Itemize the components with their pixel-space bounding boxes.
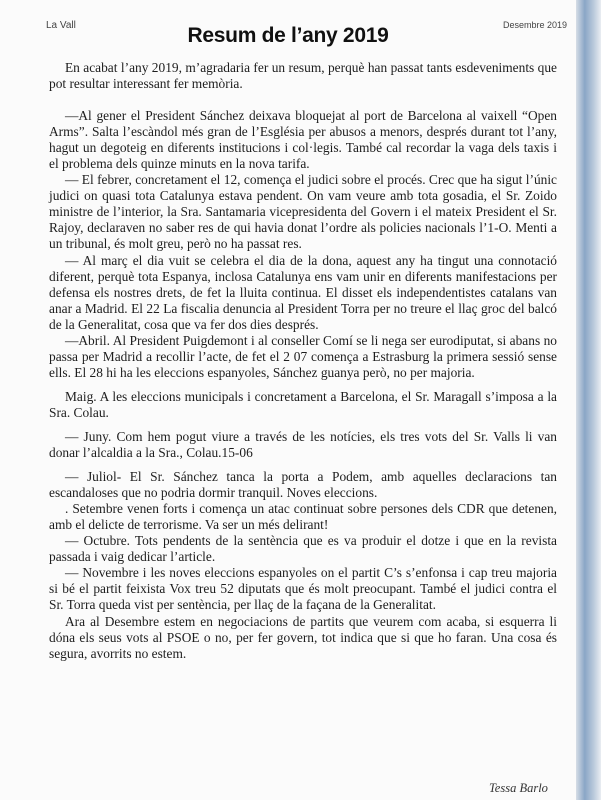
paragraph-july: — Juliol- El Sr. Sánchez tanca la porta a Podem, amb aquelles declaracions tan escandaloses que no podria dormir tranquil. Noves eleccions. — [49, 469, 557, 501]
paragraph-january: —Al gener el President Sánchez deixava bloquejat al port de Barcelona al vaixell “Open Arms”. Salta l’escàndol més gran de l’Església per abusos a menors, després durant tot l’any, hagut un degoteig en diferents institucions i col·legis. També cal recordar la vaga dels taxis i el problema dels quinze minuts en la nova tarifa. — [49, 108, 557, 172]
paragraph-december: Ara al Desembre estem en negociacions de partits que veurem com acaba, si esquerra li dóna els seus vots al PSOE o no, per fer govern, tot indica que si que ho faran. Una cosa és segura, avorrits no estem. — [49, 613, 557, 661]
article-body — [49, 60, 557, 662]
paragraph-october: — Octubre. Tots pendents de la sentència que es va produir el dotze i que en la revista passada i vaig dedicar l’article. — [49, 533, 557, 565]
paragraph-february: — El febrer, concretament el 12, comença el judici sobre el procés. Crec que ha sigut l’únic judici on quasi tota Catalunya estava pendent. On vam veure amb tota gosadia, el Sr. Zoido ministre de l’interior, la Sra. Santamaria vicepresidenta del Govern i el mateix President el Sr. Rajoy, declaraven no saber res de qui havia donat l’ordre als policies nacionals l’1-O. Menti a un tribunal, és molt greu, però no ha passat res. — [49, 172, 557, 252]
paragraph-april: —Abril. Al President Puigdemont i al conseller Comí se li nega ser eurodiputat, si abans no passa per Madrid a recollir l’acte, de fet el 2 07 comença a Estrasburg la primera sessió sense ells. El 28 hi ha les eleccions espanyoles, Sánchez guanya però, no per majoria. — [49, 332, 557, 380]
paragraph-september: . Setembre venen forts i comença un atac continuat sobre persones dels CDR que detenen, amb el delicte de terrorisme. Va ser un més delirant! — [49, 501, 557, 533]
running-header-left: La Vall — [46, 20, 76, 31]
paragraph-may: Maig. A les eleccions municipals i concretament a Barcelona, el Sr. Maragall s’imposa a la Sra. Colau. — [49, 388, 557, 420]
paragraph-june: — Juny. Com hem pogut viure a través de les notícies, els tres vots del Sr. Valls li van donar l’alcaldia a la Sra., Colau.15-06 — [49, 428, 557, 461]
author-signature: Tessa Barlo — [489, 781, 548, 795]
paragraph-november: — Novembre i les noves eleccions espanyoles on el partit C’s s’enfonsa i cap treu majoria si bé el partit feixista Vox treu 52 diputats que és molt preocupant. També el judici contra el Sr. Torra queda vist per sentència, per llaç de la façana de la Generalitat. — [49, 565, 557, 613]
page-edge-shadow — [576, 0, 601, 800]
running-header-right: Desembre 2019 — [503, 20, 568, 30]
paragraph-march: — Al març el dia vuit se celebra el dia de la dona, aquest any ha tingut una connotació diferent, perquè tota Espanya, inclosa Catalunya ens vam unir en diferents manifestacions per defensa els nostres drets, de fet la lluita continua. El disset els independentistes catalans van anar a Madrid. El 22 La fiscalia denuncia al President Torra per no treure el llaç groc del balcó de la Generalitat, cosa que va fer dos dies després. — [49, 252, 557, 332]
article-title: Resum de l’any 2019 — [187, 24, 389, 47]
intro-paragraph: En acabat l’any 2019, m’agradaria fer un resum, perquè han passat tants esdeveniments que pot resultar interessant fer memòria. — [49, 60, 557, 92]
